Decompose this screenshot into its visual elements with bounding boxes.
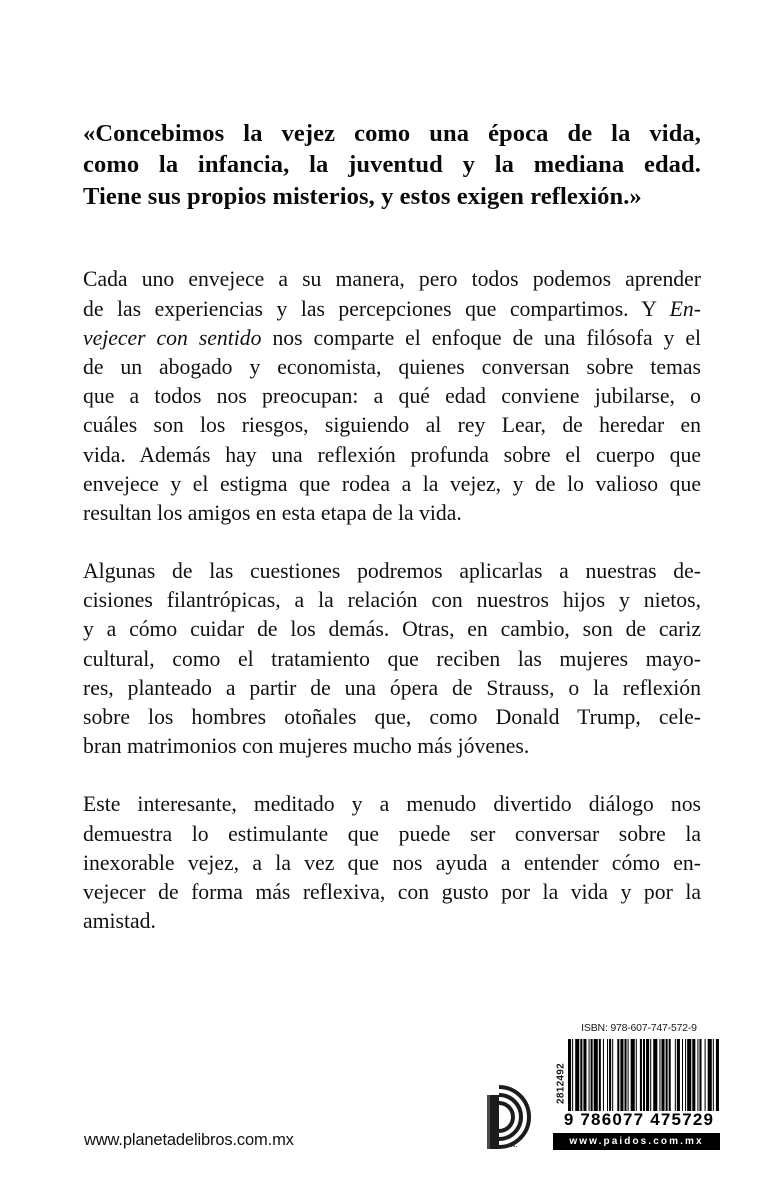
paragraph-3-line-2: demuestra lo estimulante que puede ser conversar sobre la: [83, 821, 701, 846]
pull-quote-line-3: Tiene sus propios misterios, y estos exigen reflexión.»: [83, 182, 642, 210]
barcode-bars: [568, 1039, 720, 1111]
internal-code: 2812492: [555, 1062, 567, 1105]
book-title-italic-start: En-: [669, 296, 701, 321]
body-paragraph-3: [83, 790, 701, 936]
book-title-italic-end: vejecer con sentido: [83, 325, 262, 350]
paragraph-2-line-6: sobre los hombres otoñales que, como Donald Trump, cele-: [83, 705, 701, 730]
paragraph-1-line-4: de un abogado y economista, quienes conversan sobre temas: [83, 354, 701, 379]
paragraph-2-line-3: y a cómo cuidar de los demás. Otras, en cambio, son de cariz: [83, 617, 701, 642]
paragraph-2-line-4: cultural, como el tratamiento que reciben las mujeres mayo-: [83, 646, 701, 671]
paragraph-1-line-7: vida. Además hay una reflexión profunda sobre el cuerpo que: [83, 442, 701, 467]
paragraph-1-line-2-text: de las experiencias y las percepciones que compartimos. Y: [83, 296, 670, 321]
paragraph-2-line-2: cisiones filantrópicas, a la relación con nuestros hijos y nietos,: [83, 588, 701, 613]
paragraph-2-line-7: bran matrimonios con mujeres mucho más jóvenes.: [83, 734, 530, 759]
barcode-block: [540, 1022, 720, 1156]
paragraph-2-line-1: Algunas de las cuestiones podremos aplicarlas a nuestras de-: [83, 559, 701, 584]
paragraph-1-line-3-text: nos comparte el enfoque de una filósofa y el: [261, 325, 701, 350]
publisher-logo: [466, 1081, 532, 1159]
paidos-logo-icon: [466, 1081, 532, 1153]
paragraph-1-line-5: que a todos nos preocupan: a qué edad conviene jubilarse, o: [83, 384, 701, 409]
text-column: [83, 118, 701, 936]
planeta-site-url[interactable]: www.planetadelibros.com.mx: [84, 1131, 294, 1149]
body-paragraph-1: [83, 265, 701, 528]
pull-quote-line-1: «Concebimos la vejez como una época de la vida,: [83, 120, 701, 147]
paragraph-1-line-3: [83, 324, 701, 353]
paragraph-1-line-6: cuáles son los riesgos, siguiendo al rey Lear, de heredar en: [83, 413, 701, 438]
paragraph-3-line-1: Este interesante, meditado y a menudo divertido diálogo nos: [83, 792, 701, 817]
logo-subtext: m.x.: [506, 1143, 518, 1149]
paragraph-1-line-9: resultan los amigos en esta etapa de la vida.: [83, 500, 462, 525]
paragraph-3-line-5: amistad.: [83, 909, 156, 934]
pull-quote: [83, 118, 701, 212]
body-paragraph-2: [83, 557, 701, 761]
paragraph-1-line-1: Cada uno envejece a su manera, pero todos podemos aprender: [83, 267, 701, 292]
paidos-site-bar[interactable]: www.paidos.com.mx: [553, 1133, 720, 1150]
pull-quote-line-2: como la infancia, la juventud y la mediana edad.: [83, 151, 701, 179]
isbn-label: ISBN: 978-607-747-572-9: [581, 1022, 697, 1034]
paragraph-1-line-8: envejece y el estigma que rodea a la vejez, y de lo valioso que: [83, 471, 701, 496]
paragraph-3-line-4: vejecer de forma más reflexiva, con gusto por la vida y por la: [83, 879, 701, 904]
paragraph-2-line-5: res, planteado a partir de una ópera de Strauss, o la reflexión: [83, 675, 701, 700]
paragraph-1-line-2: [83, 295, 701, 324]
ean-digits: 9 786077 475729: [563, 1110, 715, 1129]
paragraph-3-line-3: inexorable vejez, a la vez que nos ayuda a entender cómo en-: [83, 850, 701, 875]
